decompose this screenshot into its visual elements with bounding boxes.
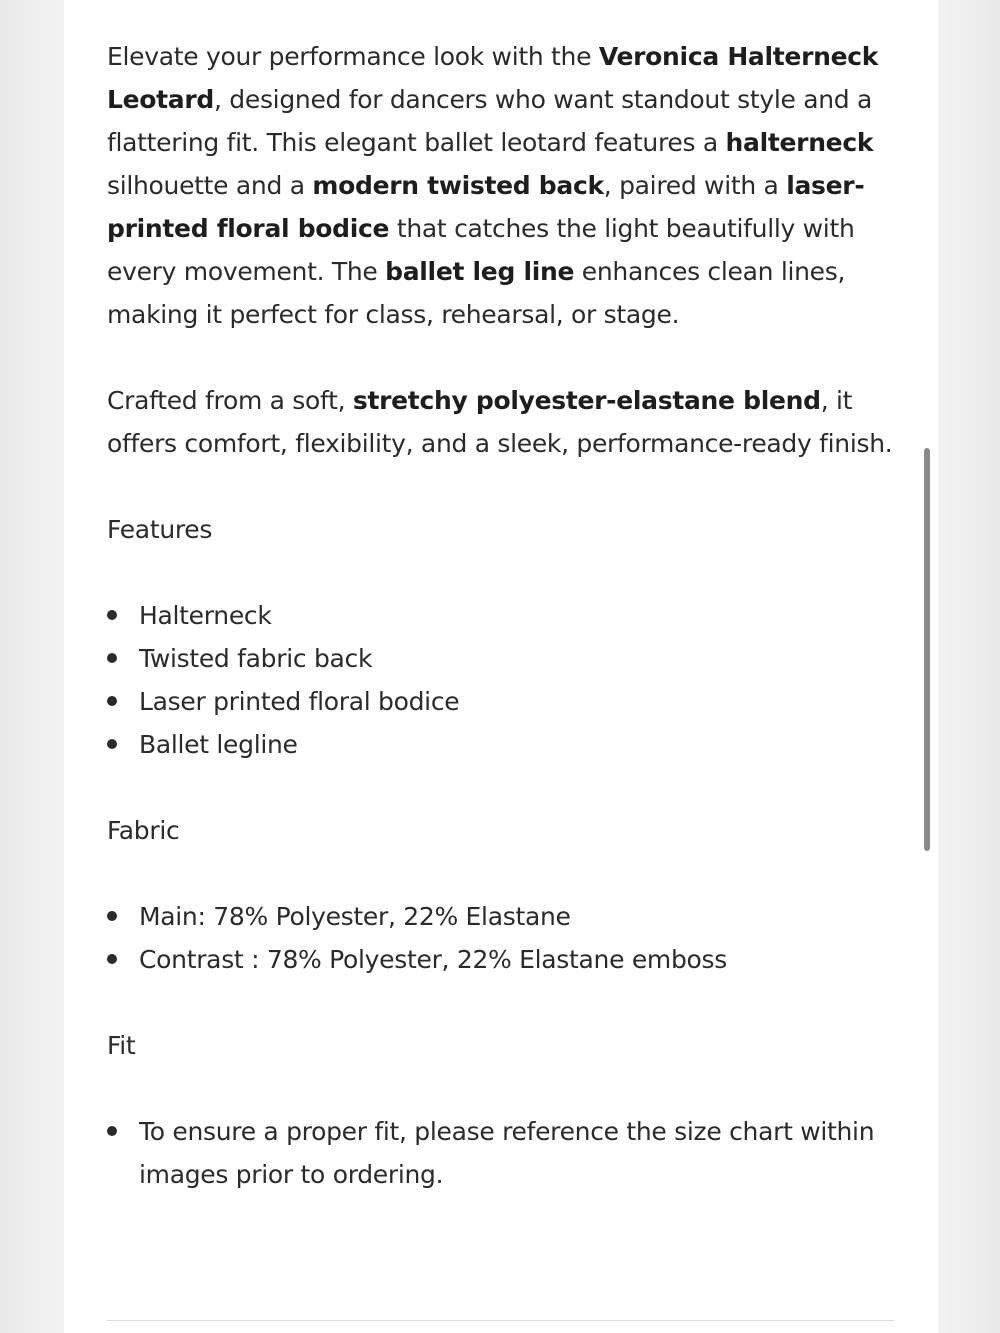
list-item xyxy=(107,938,897,981)
list-item-text: To ensure a proper fit, please reference the size chart within images prior to ordering. xyxy=(139,1117,875,1189)
text-run: , paired with a xyxy=(603,171,787,200)
features-heading: Features xyxy=(107,515,213,544)
bullet-icon xyxy=(107,1126,117,1136)
bullet-icon xyxy=(107,653,117,663)
list-item-text: Contrast : 78% Polyester, 22% Elastane emboss xyxy=(139,945,727,974)
bullet-icon xyxy=(107,911,117,921)
highlight-fabric-blend: stretchy polyester-elastane blend xyxy=(352,386,821,415)
product-description-panel xyxy=(64,0,938,1333)
text-run: Elevate your performance look with the xyxy=(107,42,599,71)
list-item-text: Ballet legline xyxy=(139,730,298,759)
highlight-twisted-back: modern twisted back xyxy=(312,171,604,200)
fabric-heading: Fabric xyxy=(107,816,180,845)
list-item-text: Main: 78% Polyester, 22% Elastane xyxy=(139,902,571,931)
description-paragraph-2 xyxy=(107,379,897,465)
text-run: , it offers comfort, flexibility, and a sleek, performance-ready finish. xyxy=(107,386,893,458)
text-run: , designed for dancers who want standout style and a flattering fit. This elegant ballet leotard features a xyxy=(107,85,873,157)
text-run: silhouette and a xyxy=(107,171,313,200)
page-edge-right xyxy=(936,0,1000,1333)
fit-list xyxy=(107,1110,897,1196)
fabric-list xyxy=(107,895,897,981)
list-item-text: Laser printed floral bodice xyxy=(139,687,460,716)
highlight-leg-line: ballet leg line xyxy=(385,257,575,286)
text-run: enhances clean lines, making it perfect for class, rehearsal, or stage. xyxy=(107,257,846,329)
list-item xyxy=(107,1110,897,1196)
text-run: that catches the light beautifully with every movement. The xyxy=(107,214,855,286)
page-edge-left xyxy=(0,0,64,1333)
list-item xyxy=(107,637,897,680)
bullet-icon xyxy=(107,696,117,706)
section-divider xyxy=(107,1320,894,1321)
product-name: Veronica Halterneck Leotard xyxy=(107,42,879,114)
list-item xyxy=(107,594,897,637)
text-run: Crafted from a soft, xyxy=(107,386,353,415)
bullet-icon xyxy=(107,610,117,620)
bullet-icon xyxy=(107,739,117,749)
list-item xyxy=(107,723,897,766)
product-description xyxy=(107,35,897,1239)
highlight-floral-bodice: laser-printed floral bodice xyxy=(107,171,865,243)
list-item xyxy=(107,680,897,723)
list-item-text: Twisted fabric back xyxy=(139,644,373,673)
features-list xyxy=(107,594,897,766)
highlight-halterneck: halterneck xyxy=(725,128,874,157)
fit-heading: Fit xyxy=(107,1031,136,1060)
list-item xyxy=(107,895,897,938)
description-paragraph-1 xyxy=(107,35,897,336)
list-item-text: Halterneck xyxy=(139,601,272,630)
bullet-icon xyxy=(107,954,117,964)
scrollbar-thumb[interactable] xyxy=(924,448,930,851)
